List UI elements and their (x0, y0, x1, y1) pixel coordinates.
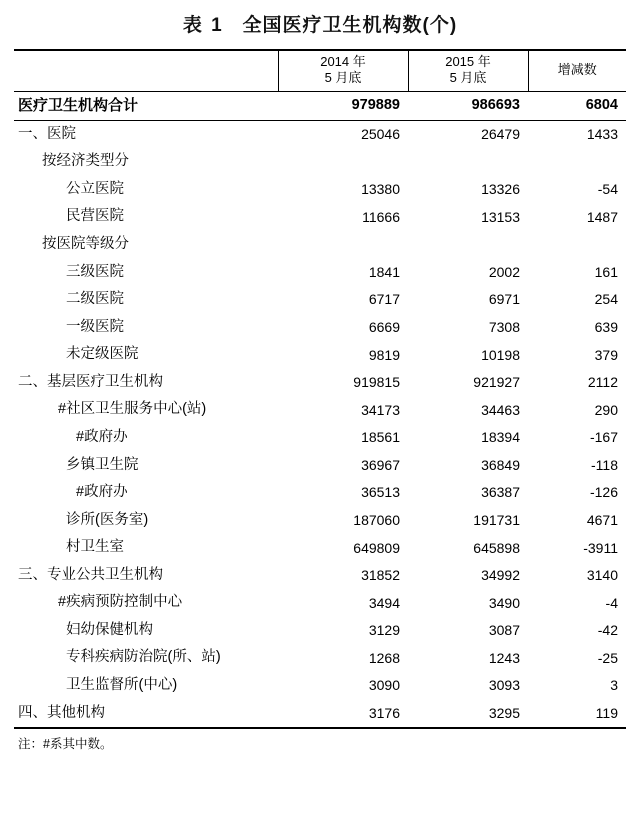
row-value-2: 986693 (408, 91, 528, 120)
row-value-3: -54 (597, 181, 618, 198)
row-label: 三、专业公共卫生机构 (18, 566, 163, 583)
row-value-1: 6717 (368, 291, 400, 308)
row-value-2: 921927 (473, 374, 520, 391)
row-value-3: 6804 (528, 91, 626, 120)
table-row (14, 286, 626, 314)
table-row (14, 203, 626, 231)
row-value-1: 34173 (361, 401, 400, 418)
table-header (14, 50, 626, 91)
row-value-2: 6971 (488, 291, 520, 308)
row-value-3: 1487 (586, 208, 618, 225)
table-row (14, 589, 626, 617)
table-row (14, 562, 626, 590)
row-value-2: 13326 (481, 181, 520, 198)
row-value-3: 161 (594, 263, 618, 280)
table-row (14, 148, 626, 176)
row-value-3: 3140 (586, 567, 618, 584)
row-value-1 (278, 231, 408, 259)
table-row (14, 617, 626, 645)
row-value-3: 119 (528, 700, 626, 729)
row-label: 诊所(医务室) (66, 511, 149, 528)
row-label: 二级医院 (66, 291, 124, 308)
row-value-2: 10198 (481, 346, 520, 363)
row-label: 二、基层医疗卫生机构 (18, 373, 163, 390)
row-label: 医疗卫生机构合计 (14, 91, 278, 120)
row-label: #政府办 (76, 428, 128, 445)
row-label: 未定级医院 (66, 346, 139, 363)
row-value-3: 3 (610, 677, 618, 694)
row-label: 妇幼保健机构 (66, 621, 153, 638)
row-label: #疾病预防控制中心 (58, 594, 183, 611)
row-label: 专科疾病防治院(所、站) (66, 649, 221, 666)
row-value-2: 34463 (481, 401, 520, 418)
row-label: #社区卫生服务中心(站) (58, 401, 207, 418)
row-value-1: 36513 (361, 484, 400, 501)
row-label: 四、其他机构 (14, 700, 278, 729)
row-label: 按医院等级分 (42, 236, 129, 252)
row-value-1: 31852 (361, 567, 400, 584)
table-row (14, 341, 626, 369)
column-header-2014 (278, 50, 408, 91)
row-value-3: -42 (597, 622, 618, 639)
row-value-3 (528, 148, 626, 176)
row-value-1: 919815 (353, 374, 400, 391)
row-value-3: 290 (594, 401, 618, 418)
row-value-2 (408, 231, 528, 259)
row-value-2: 26479 (481, 126, 520, 143)
column-header-2015 (408, 50, 528, 91)
row-value-3: 639 (594, 319, 618, 336)
row-label: 公立医院 (66, 180, 124, 197)
row-value-1: 187060 (353, 511, 400, 528)
statistics-table (14, 49, 626, 729)
row-value-3: 379 (594, 346, 618, 363)
row-value-2: 34992 (481, 567, 520, 584)
row-label: 村卫生室 (66, 539, 124, 556)
row-value-3: 254 (594, 291, 618, 308)
row-value-1: 3176 (278, 700, 408, 729)
table-note: 注：#系其中数。 (18, 737, 113, 752)
column-header-2014-line1: 2014 年 (320, 54, 366, 69)
table-row (14, 644, 626, 672)
table-row (14, 259, 626, 287)
table-row (14, 314, 626, 342)
row-label: 卫生监督所(中心) (66, 677, 178, 693)
table-row (14, 231, 626, 259)
row-value-1: 3494 (368, 594, 400, 611)
table-row (14, 479, 626, 507)
row-value-3: -118 (591, 456, 618, 473)
table-row (14, 91, 626, 120)
row-value-1: 1268 (368, 649, 400, 666)
row-value-1: 36967 (361, 456, 400, 473)
row-value-2: 645898 (473, 539, 520, 556)
row-value-1: 25046 (361, 126, 400, 143)
row-value-1: 11666 (362, 208, 400, 225)
table-row (14, 396, 626, 424)
row-value-2: 3490 (488, 594, 520, 611)
row-value-2: 7308 (488, 319, 520, 336)
row-label: 按经济类型分 (42, 153, 129, 170)
row-value-3: 1433 (586, 126, 618, 143)
row-value-3: -126 (589, 484, 618, 501)
row-value-1: 3090 (368, 677, 400, 694)
row-value-2: 3087 (488, 622, 520, 639)
row-value-3: -25 (597, 649, 618, 666)
column-header-change (528, 50, 626, 91)
row-value-1: 979889 (278, 91, 408, 120)
row-value-2: 191731 (473, 511, 520, 528)
row-label: 乡镇卫生院 (66, 456, 139, 473)
row-value-2: 18394 (481, 429, 520, 446)
row-value-2: 36387 (481, 484, 520, 501)
table-number: 表 1 (182, 15, 224, 36)
row-value-2: 13153 (481, 208, 520, 225)
row-value-1: 6669 (368, 319, 400, 336)
row-label: #政府办 (76, 484, 128, 501)
table-row (14, 534, 626, 562)
row-value-3: -167 (589, 429, 618, 446)
row-label: 一、医院 (18, 125, 76, 142)
table-title-text: 全国医疗卫生机构数(个) (242, 15, 458, 36)
row-value-2: 3295 (408, 700, 528, 729)
row-value-2: 1243 (488, 649, 520, 666)
row-value-1 (278, 148, 408, 176)
row-value-1: 13380 (361, 181, 400, 198)
row-value-2: 36849 (481, 456, 520, 473)
row-value-1: 9819 (368, 346, 400, 363)
column-header-2014-line2: 5 月底 (324, 70, 362, 86)
row-value-3: -3911 (583, 539, 618, 556)
column-header-label (14, 50, 278, 91)
table-title (14, 0, 626, 49)
table-row (14, 672, 626, 700)
row-value-1: 3129 (368, 622, 400, 639)
row-label: 民营医院 (66, 208, 124, 225)
table-row (14, 120, 626, 148)
row-value-1: 18561 (361, 429, 400, 446)
row-value-3 (528, 231, 626, 259)
row-value-3: 2112 (587, 374, 618, 391)
table-row (14, 507, 626, 535)
column-header-change-line1: 增减数 (557, 62, 597, 78)
column-header-2015-line2: 5 月底 (449, 70, 487, 86)
table-row (14, 700, 626, 729)
row-label: 三级医院 (66, 263, 124, 280)
row-value-1: 1841 (368, 263, 400, 280)
column-header-2015-line1: 2015 年 (445, 54, 491, 69)
row-value-3: -4 (605, 594, 618, 611)
table-row (14, 424, 626, 452)
table-row (14, 176, 626, 204)
row-value-2 (408, 148, 528, 176)
table-row (14, 452, 626, 480)
table-row (14, 369, 626, 397)
row-value-2: 3093 (488, 677, 520, 694)
row-label: 一级医院 (66, 318, 124, 335)
row-value-3: 4671 (586, 511, 618, 528)
table-body (14, 91, 626, 728)
row-value-1: 649809 (353, 539, 400, 556)
row-value-2: 2002 (488, 263, 520, 280)
